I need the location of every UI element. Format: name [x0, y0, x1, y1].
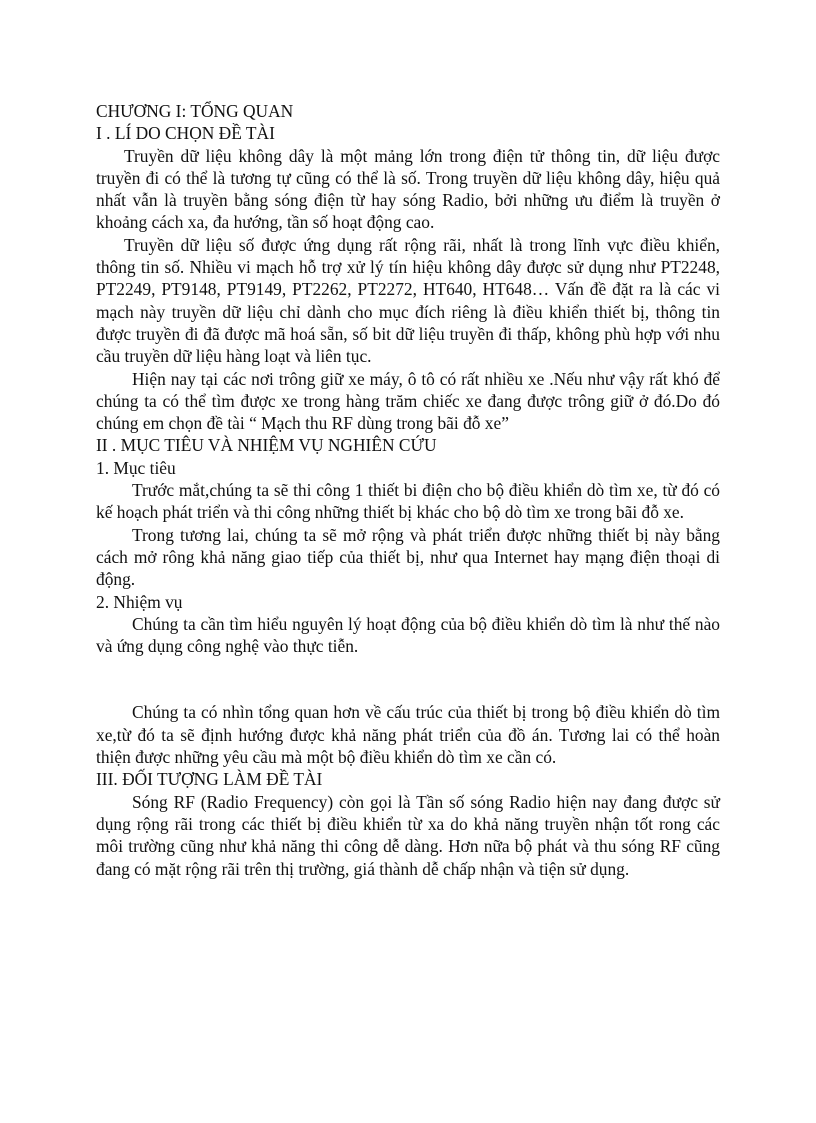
subsection-objective-heading: 1. Mục tiêu	[96, 457, 176, 478]
blank-space	[96, 657, 720, 701]
section-2-heading: II . MỤC TIÊU VÀ NHIỆM VỤ NGHIÊN CỨU	[96, 435, 437, 456]
objective-paragraph-1: Trước mắt,chúng ta sẽ thi công 1 thiết bi điện cho bộ điều khiển dò tìm xe, từ đó có kế hoạch phát triển và thi công những thiết bị khác cho bộ dò tìm xe trong bãi đỗ xe.	[96, 480, 720, 523]
section-3-heading: III. ĐỐI TƯỢNG LÀM ĐỀ TÀI	[96, 769, 323, 790]
section-1-paragraph-1: Truyền dữ liệu không dây là một mảng lớn trong điện tử thông tin, dữ liệu được truyền đi có thể là tương tự cũng có thể là số. Trong truyền dữ liệu không dây, hiệu quả nhất vẫn là truyền bằng sóng điện từ hay sóng Radio, bởi những ưu điểm là truyền ở khoảng cách xa, đa hướng, tần số hoạt động cao.	[96, 145, 720, 233]
section-1-paragraph-2: Truyền dữ liệu số được ứng dụng rất rộng rãi, nhất là trong lĩnh vực điều khiển, thông tin số. Nhiều vi mạch hỗ trợ xử lý tín hiệu không dây được sử dụng như PT2248, PT2249, PT9148, PT9149, PT2262, PT2272, HT640, HT648… Vấn đề đặt ra là các vi mạch này truyền dữ liệu chỉ dành cho mục đích riêng là điều khiển thiết bị, thông tin được truyền đi đã được mã hoá sẵn, số bit dữ liệu truyền đi thấp, không phù hợp với nhu cầu truyền dữ liệu hàng loạt và liên tục.	[96, 234, 720, 367]
section-3-paragraph-1: Sóng RF (Radio Frequency) còn gọi là Tần số sóng Radio hiện nay đang được sử dụng rộng rãi trong các thiết bị điều khiển từ xa do khả năng truyền nhận tốt rong các môi trường cũng như khả năng thi công dễ dàng. Hơn nữa bộ phát và thu sóng RF cũng đang có mặt rộng rãi trên thị trường, giá thành dễ chấp nhận và tiện sử dụng.	[96, 791, 720, 879]
chapter-title: CHƯƠNG I: TỔNG QUAN	[96, 101, 294, 121]
section-1-paragraph-3: Hiện nay tại các nơi trông giữ xe máy, ô tô có rất nhiều xe .Nếu như vậy rất khó để chúng ta có thể tìm được xe trong hàng trăm chiếc xe đang được trông giữ ở đó.Do đó chúng em chọn đề tài “ Mạch thu RF dùng trong bãi đỗ xe”	[96, 368, 720, 434]
document-page	[96, 100, 720, 880]
task-paragraph-1: Chúng ta cần tìm hiểu nguyên lý hoạt động của bộ điều khiển dò tìm là như thế nào và ứng dụng công nghệ vào thực tiễn.	[96, 613, 720, 657]
objective-paragraph-2: Trong tương lai, chúng ta sẽ mở rộng và phát triển được những thiết bị này bằng cách mở rông khả năng giao tiếp của thiết bị, như qua Internet hay mạng điện thoại di động.	[96, 524, 720, 590]
section-1-heading: I . LÍ DO CHỌN ĐỀ TÀI	[96, 123, 275, 144]
task-paragraph-2: Chúng ta có nhìn tổng quan hơn về cấu trúc của thiết bị trong bộ điều khiển dò tìm xe,từ đó ta sẽ định hướng được khả năng phát triển của đồ án. Tương lai có thể hoàn thiện được những yêu cầu mà một bộ điều khiển dò tìm xe cần có.	[96, 702, 720, 768]
subsection-task-heading: 2. Nhiệm vụ	[96, 591, 183, 612]
